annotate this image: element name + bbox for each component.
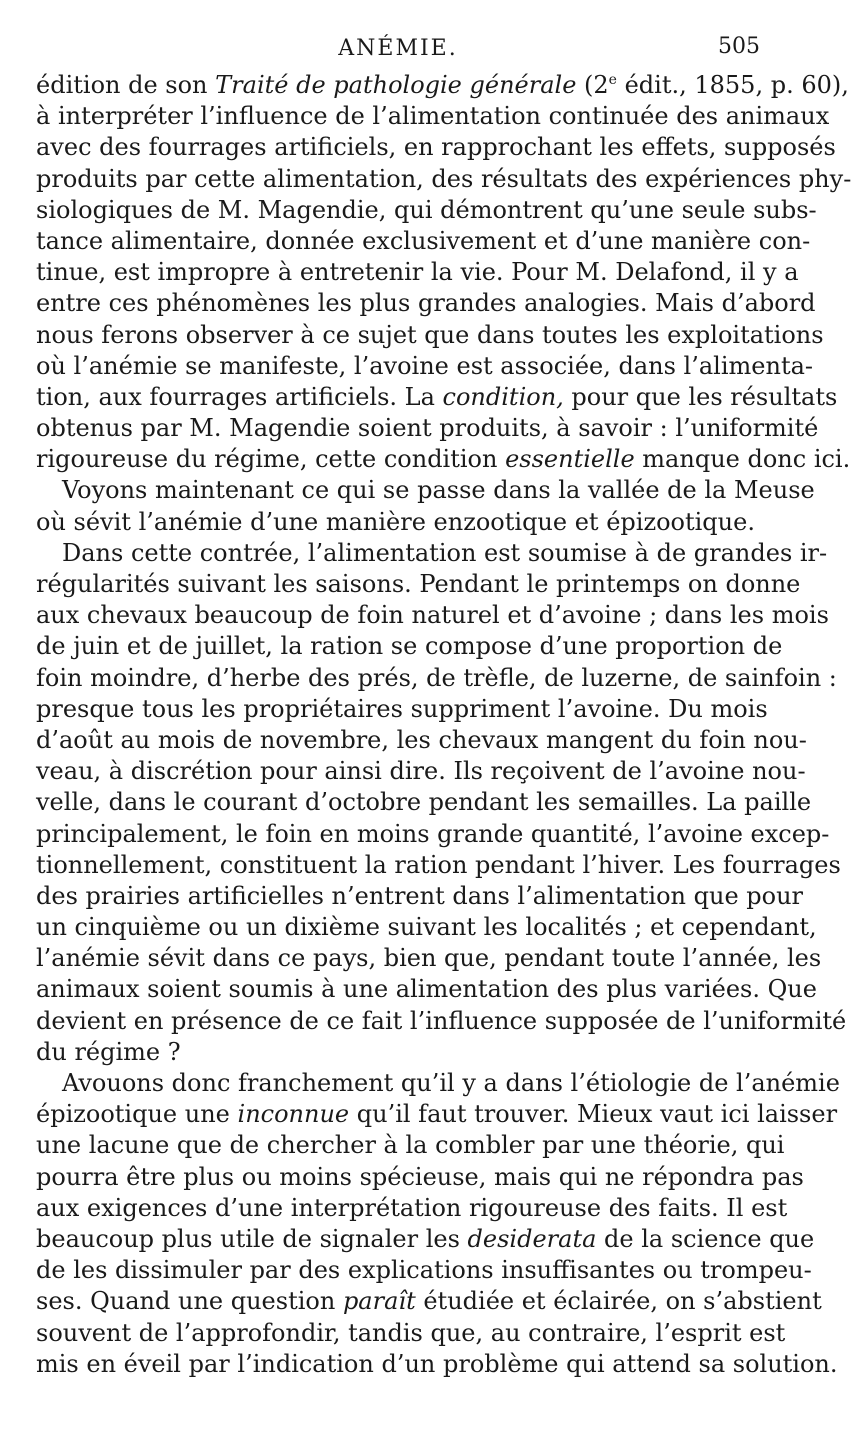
text-run: nous ferons observer à ce sujet que dans toutes les exploitations [36,320,824,349]
text-line [36,164,851,195]
text-run: d’août au mois de novembre, les chevaux mangent du foin nou- [36,725,807,754]
text-run: tionnellement, constituent la ration pendant l’hiver. Les fourrages [36,850,841,879]
text-line [36,70,849,101]
text-run: beaucoup plus utile de signaler les [36,1224,468,1253]
text-line [36,787,812,818]
text-line [36,1318,786,1349]
text-run: Voyons maintenant ce qui se passe dans la vallée de la Meuse [62,476,815,505]
text-line [36,850,841,881]
text-run: veau, à discrétion pour ainsi dire. Ils reçoivent de l’avoine nou- [36,757,806,786]
text-run: pourra être plus ou moins spécieuse, mais qui ne répondra pas [36,1162,804,1191]
text-line [36,351,813,382]
text-run: de la science que [596,1224,815,1253]
text-line [36,600,829,631]
text-line [36,195,817,226]
text-line [36,974,817,1005]
text-line [36,569,801,600]
text-line [36,663,837,694]
text-run: épizootique une [36,1100,238,1129]
text-line [36,1130,785,1161]
text-line [36,475,815,506]
text-run: souvent de l’approfondir, tandis que, au contraire, l’esprit est [36,1318,786,1347]
text-line [36,756,806,787]
text-line [36,1006,847,1037]
text-run: à interpréter l’influence de l’alimentation continuée des animaux [36,102,830,131]
text-run: manque donc ici. [634,445,851,474]
text-run: édit., 1855, p. 60), [616,71,849,99]
text-run: siologiques de M. Magendie, qui démontrent qu’une seule subs- [36,195,817,224]
text-run: avec des fourrages artificiels, en rapprochant les effets, supposés [36,133,836,162]
text-run: animaux soient soumis à une alimentation des plus variées. Que [36,975,817,1004]
italic-text-run: desiderata [467,1224,597,1253]
page-header [36,28,760,68]
text-run: de les dissimuler par des explications insuffisantes ou trompeu- [36,1256,812,1285]
text-run: de juin et de juillet, la ration se compose d’une proportion de [36,632,783,661]
text-run: édition de son [36,71,216,99]
text-run: où sévit l’anémie d’une manière enzootique et épizootique. [36,507,755,536]
text-line [36,943,822,974]
text-run: obtenus par M. Magendie soient produits, à savoir : l’uniformité [36,414,819,443]
italic-text-run: essentielle [505,445,635,474]
text-line [36,132,836,163]
text-line [36,320,824,351]
text-run: mis en éveil par l’indication d’un problème qui attend sa solution. [36,1349,838,1378]
text-line [36,912,817,943]
text-line [36,507,760,538]
text-run: pour que les résultats [563,382,838,411]
italic-text-run: inconnue [237,1100,350,1129]
text-line [36,1037,760,1068]
text-line [36,631,783,662]
text-line [36,694,768,725]
text-line [36,725,807,756]
text-run: rigoureuse du régime, cette condition [36,445,506,474]
text-run: produits par cette alimentation, des résultats des expériences phy- [36,164,851,193]
text-run: tion, aux fourrages artificiels. La [36,382,443,411]
text-line [36,1255,812,1286]
text-line [36,819,830,850]
text-line [36,288,816,319]
text-run: devient en présence de ce fait l’influence supposée de l’uniformité [36,1006,847,1035]
text-line [36,538,828,569]
text-line [36,1193,788,1224]
text-run: aux exigences d’une interprétation rigoureuse des faits. Il est [36,1193,788,1222]
text-line [36,226,811,257]
text-run: presque tous les propriétaires suppriment l’avoine. Du mois [36,694,768,723]
text-run: un cinquième ou un dixième suivant les localités ; et cependant, [36,913,817,942]
text-run: (2 [576,71,609,99]
text-run: des prairies artificielles n’entrent dans l’alimentation que pour [36,881,804,910]
text-line [36,881,804,912]
superscript: e [608,72,617,88]
text-run: régularités suivant les saisons. Pendant le printemps on donne [36,570,801,598]
text-line [36,1224,815,1255]
text-line [36,1162,804,1193]
text-line [36,101,830,132]
text-line [36,382,838,413]
body-text [36,70,851,1380]
text-run: qu’il faut trouver. Mieux vaut ici laisser [349,1100,838,1129]
text-run: où l’anémie se manifeste, l’avoine est associée, dans l’alimenta- [36,351,813,380]
text-run: velle, dans le courant d’octobre pendant les semailles. La paille [36,788,812,817]
text-line [36,1286,822,1317]
text-run: ses. Quand une question [36,1287,343,1316]
text-run: tinue, est impropre à entretenir la vie. Pour M. Delafond, il y a [36,258,799,287]
text-line [36,413,819,444]
text-run: étudiée et éclairée, on s’abstient [415,1287,822,1316]
text-run: Avouons donc franchement qu’il y a dans l’étiologie de l’anémie [62,1069,840,1097]
text-run: une lacune que de chercher à la combler par une théorie, qui [36,1131,785,1160]
text-line [36,1068,840,1099]
text-run: principalement, le foin en moins grande quantité, l’avoine excep- [36,819,830,848]
running-title: ANÉMIE. [338,36,458,61]
text-run: tance alimentaire, donnée exclusivement et d’une manière con- [36,226,811,255]
text-line [36,257,799,288]
text-run: entre ces phénomènes les plus grandes analogies. Mais d’abord [36,289,816,318]
italic-text-run: paraît [342,1287,416,1316]
text-run: l’anémie sévit dans ce pays, bien que, pendant toute l’année, les [36,944,822,973]
text-line [36,1349,838,1380]
italic-text-run: Traité de pathologie générale [215,71,577,99]
text-run: Dans cette contrée, l’alimentation est soumise à de grandes ir- [62,538,828,567]
text-run: foin moindre, d’herbe des prés, de trèfle, de luzerne, de sainfoin : [36,663,837,692]
text-line [36,444,851,475]
text-run: aux chevaux beaucoup de foin naturel et d’avoine ; dans les mois [36,601,829,630]
page-number: 505 [718,34,760,59]
text-run: du régime ? [36,1037,181,1066]
text-line [36,1099,838,1130]
italic-text-run: condition, [442,382,564,411]
